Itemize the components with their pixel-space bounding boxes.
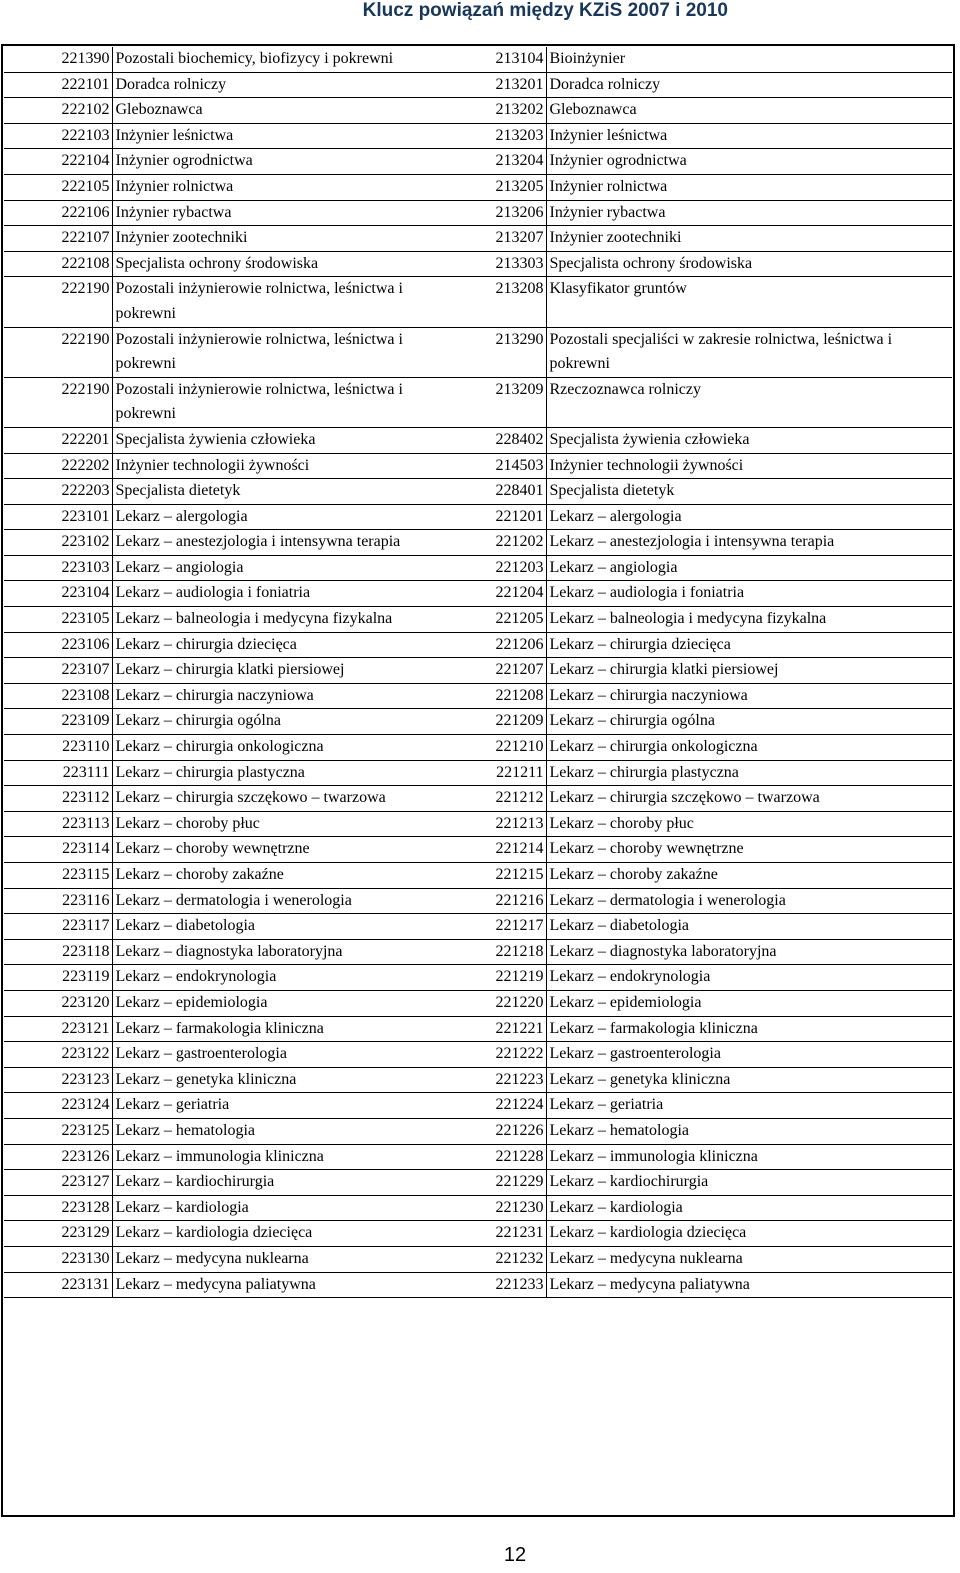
table-row <box>4 965 952 991</box>
new-name-cell: Inżynier rolnictwa <box>546 174 952 200</box>
new-name-cell: Lekarz – chirurgia klatki piersiowej <box>546 658 952 684</box>
old-name-cell: Lekarz – chirurgia szczękowo – twarzowa <box>112 786 438 812</box>
old-name-cell: Lekarz – chirurgia ogólna <box>112 709 438 735</box>
table-row <box>4 1042 952 1068</box>
new-code-cell: 213290 <box>438 327 546 377</box>
old-name-cell: Specjalista żywienia człowieka <box>112 427 438 453</box>
old-code-cell: 223127 <box>4 1170 112 1196</box>
old-code-cell: 223130 <box>4 1246 112 1272</box>
old-name-cell: Inżynier leśnictwa <box>112 123 438 149</box>
table-row <box>4 251 952 277</box>
old-code-cell: 223126 <box>4 1144 112 1170</box>
table-body <box>4 47 952 1298</box>
old-name-cell: Inżynier rybactwa <box>112 200 438 226</box>
new-name-cell: Lekarz – chirurgia onkologiczna <box>546 735 952 761</box>
old-code-cell: 223121 <box>4 1016 112 1042</box>
old-code-cell: 223106 <box>4 632 112 658</box>
new-code-cell: 213207 <box>438 226 546 252</box>
table-row <box>4 226 952 252</box>
new-name-cell: Lekarz – chirurgia naczyniowa <box>546 683 952 709</box>
new-name-cell: Rzeczoznawca rolniczy <box>546 377 952 427</box>
new-code-cell: 213104 <box>438 47 546 72</box>
old-code-cell: 223111 <box>4 760 112 786</box>
old-name-cell: Lekarz – diagnostyka laboratoryjna <box>112 939 438 965</box>
old-code-cell: 223116 <box>4 888 112 914</box>
new-name-cell: Lekarz – alergologia <box>546 504 952 530</box>
old-name-cell: Lekarz – chirurgia naczyniowa <box>112 683 438 709</box>
old-name-cell: Lekarz – endokrynologia <box>112 965 438 991</box>
new-name-cell: Lekarz – farmakologia kliniczna <box>546 1016 952 1042</box>
old-name-cell: Lekarz – choroby zakaźne <box>112 863 438 889</box>
table-row <box>4 555 952 581</box>
new-code-cell: 213303 <box>438 251 546 277</box>
old-name-cell: Lekarz – immunologia kliniczna <box>112 1144 438 1170</box>
old-name-cell: Specjalista ochrony środowiska <box>112 251 438 277</box>
new-code-cell: 213202 <box>438 98 546 124</box>
old-code-cell: 222190 <box>4 277 112 327</box>
new-name-cell: Lekarz – chirurgia plastyczna <box>546 760 952 786</box>
table-row <box>4 1118 952 1144</box>
table-row <box>4 174 952 200</box>
occupation-key-table <box>4 47 952 1298</box>
old-name-cell: Pozostali inżynierowie rolnictwa, leśnictwa i pokrewni <box>112 327 438 377</box>
old-code-cell: 223105 <box>4 607 112 633</box>
old-code-cell: 223112 <box>4 786 112 812</box>
new-code-cell: 221233 <box>438 1272 546 1298</box>
new-code-cell: 221209 <box>438 709 546 735</box>
new-code-cell: 213205 <box>438 174 546 200</box>
new-name-cell: Inżynier leśnictwa <box>546 123 952 149</box>
new-name-cell: Lekarz – balneologia i medycyna fizykalna <box>546 607 952 633</box>
old-code-cell: 223103 <box>4 555 112 581</box>
table-row <box>4 123 952 149</box>
table-row <box>4 479 952 505</box>
new-code-cell: 221222 <box>438 1042 546 1068</box>
new-code-cell: 221201 <box>438 504 546 530</box>
old-code-cell: 223108 <box>4 683 112 709</box>
table-row <box>4 990 952 1016</box>
new-code-cell: 228402 <box>438 427 546 453</box>
old-code-cell: 223117 <box>4 914 112 940</box>
table-row <box>4 1195 952 1221</box>
old-code-cell: 223123 <box>4 1067 112 1093</box>
new-name-cell: Inżynier technologii żywności <box>546 453 952 479</box>
old-code-cell: 223110 <box>4 735 112 761</box>
old-name-cell: Lekarz – anestezjologia i intensywna terapia <box>112 530 438 556</box>
new-code-cell: 221204 <box>438 581 546 607</box>
table-row <box>4 504 952 530</box>
new-name-cell: Lekarz – diabetologia <box>546 914 952 940</box>
new-name-cell: Lekarz – anestezjologia i intensywna terapia <box>546 530 952 556</box>
old-name-cell: Lekarz – chirurgia dziecięca <box>112 632 438 658</box>
new-name-cell: Lekarz – medycyna nuklearna <box>546 1246 952 1272</box>
table-row <box>4 1170 952 1196</box>
old-code-cell: 223102 <box>4 530 112 556</box>
new-code-cell: 213206 <box>438 200 546 226</box>
new-code-cell: 213204 <box>438 149 546 175</box>
table-row <box>4 863 952 889</box>
new-name-cell: Lekarz – chirurgia szczękowo – twarzowa <box>546 786 952 812</box>
new-code-cell: 221210 <box>438 735 546 761</box>
table-row <box>4 581 952 607</box>
old-code-cell: 223122 <box>4 1042 112 1068</box>
table-row <box>4 327 952 377</box>
new-code-cell: 221211 <box>438 760 546 786</box>
old-code-cell: 222104 <box>4 149 112 175</box>
table-row <box>4 277 952 327</box>
new-name-cell: Lekarz – genetyka kliniczna <box>546 1067 952 1093</box>
new-name-cell: Lekarz – chirurgia ogólna <box>546 709 952 735</box>
table-row <box>4 914 952 940</box>
old-code-cell: 223107 <box>4 658 112 684</box>
table-row <box>4 72 952 98</box>
old-name-cell: Inżynier rolnictwa <box>112 174 438 200</box>
new-name-cell: Lekarz – gastroenterologia <box>546 1042 952 1068</box>
table-row <box>4 1246 952 1272</box>
old-code-cell: 223113 <box>4 811 112 837</box>
old-name-cell: Lekarz – audiologia i foniatria <box>112 581 438 607</box>
old-name-cell: Lekarz – chirurgia onkologiczna <box>112 735 438 761</box>
new-name-cell: Inżynier rybactwa <box>546 200 952 226</box>
old-name-cell: Lekarz – gastroenterologia <box>112 1042 438 1068</box>
new-code-cell: 221226 <box>438 1118 546 1144</box>
old-name-cell: Lekarz – kardiologia dziecięca <box>112 1221 438 1247</box>
new-name-cell: Lekarz – endokrynologia <box>546 965 952 991</box>
new-code-cell: 221229 <box>438 1170 546 1196</box>
old-code-cell: 223114 <box>4 837 112 863</box>
old-code-cell: 222102 <box>4 98 112 124</box>
old-code-cell: 221390 <box>4 47 112 72</box>
new-code-cell: 221228 <box>438 1144 546 1170</box>
new-code-cell: 221208 <box>438 683 546 709</box>
new-name-cell: Lekarz – kardiochirurgia <box>546 1170 952 1196</box>
old-code-cell: 223129 <box>4 1221 112 1247</box>
page-number: 12 <box>503 1544 527 1566</box>
table-row <box>4 1016 952 1042</box>
table-row <box>4 98 952 124</box>
new-code-cell: 221202 <box>438 530 546 556</box>
new-code-cell: 221212 <box>438 786 546 812</box>
old-name-cell: Lekarz – chirurgia klatki piersiowej <box>112 658 438 684</box>
old-name-cell: Lekarz – medycyna nuklearna <box>112 1246 438 1272</box>
new-name-cell: Specjalista dietetyk <box>546 479 952 505</box>
table-row <box>4 149 952 175</box>
old-code-cell: 223128 <box>4 1195 112 1221</box>
old-name-cell: Pozostali biochemicy, biofizycy i pokrewni <box>112 47 438 72</box>
old-code-cell: 222105 <box>4 174 112 200</box>
new-name-cell: Specjalista żywienia człowieka <box>546 427 952 453</box>
old-name-cell: Lekarz – choroby wewnętrzne <box>112 837 438 863</box>
old-name-cell: Doradca rolniczy <box>112 72 438 98</box>
old-code-cell: 223120 <box>4 990 112 1016</box>
old-name-cell: Lekarz – kardiologia <box>112 1195 438 1221</box>
table-row <box>4 683 952 709</box>
old-name-cell: Specjalista dietetyk <box>112 479 438 505</box>
new-code-cell: 221231 <box>438 1221 546 1247</box>
table-row <box>4 1272 952 1298</box>
table-row <box>4 837 952 863</box>
new-code-cell: 221223 <box>438 1067 546 1093</box>
new-code-cell: 221214 <box>438 837 546 863</box>
old-code-cell: 222107 <box>4 226 112 252</box>
table-row <box>4 427 952 453</box>
new-name-cell: Lekarz – chirurgia dziecięca <box>546 632 952 658</box>
old-code-cell: 223109 <box>4 709 112 735</box>
table-row <box>4 377 952 427</box>
old-name-cell: Lekarz – genetyka kliniczna <box>112 1067 438 1093</box>
old-name-cell: Pozostali inżynierowie rolnictwa, leśnictwa i pokrewni <box>112 277 438 327</box>
new-name-cell: Lekarz – geriatria <box>546 1093 952 1119</box>
new-code-cell: 221215 <box>438 863 546 889</box>
old-code-cell: 223115 <box>4 863 112 889</box>
old-code-cell: 222106 <box>4 200 112 226</box>
new-name-cell: Lekarz – kardiologia dziecięca <box>546 1221 952 1247</box>
old-name-cell: Inżynier ogrodnictwa <box>112 149 438 175</box>
old-name-cell: Lekarz – angiologia <box>112 555 438 581</box>
new-name-cell: Lekarz – kardiologia <box>546 1195 952 1221</box>
new-name-cell: Lekarz – epidemiologia <box>546 990 952 1016</box>
new-code-cell: 221221 <box>438 1016 546 1042</box>
old-name-cell: Lekarz – farmakologia kliniczna <box>112 1016 438 1042</box>
new-code-cell: 213209 <box>438 377 546 427</box>
new-code-cell: 221224 <box>438 1093 546 1119</box>
new-code-cell: 221232 <box>438 1246 546 1272</box>
old-code-cell: 222202 <box>4 453 112 479</box>
old-name-cell: Pozostali inżynierowie rolnictwa, leśnictwa i pokrewni <box>112 377 438 427</box>
table-row <box>4 735 952 761</box>
old-code-cell: 223101 <box>4 504 112 530</box>
new-name-cell: Lekarz – angiologia <box>546 555 952 581</box>
old-name-cell: Inżynier technologii żywności <box>112 453 438 479</box>
old-code-cell: 223124 <box>4 1093 112 1119</box>
new-code-cell: 221217 <box>438 914 546 940</box>
old-name-cell: Lekarz – medycyna paliatywna <box>112 1272 438 1298</box>
new-code-cell: 213203 <box>438 123 546 149</box>
table-row <box>4 47 952 72</box>
new-name-cell: Lekarz – audiologia i foniatria <box>546 581 952 607</box>
new-name-cell: Doradca rolniczy <box>546 72 952 98</box>
old-code-cell: 222103 <box>4 123 112 149</box>
new-name-cell: Inżynier ogrodnictwa <box>546 149 952 175</box>
old-code-cell: 222201 <box>4 427 112 453</box>
old-code-cell: 223125 <box>4 1118 112 1144</box>
table-row <box>4 1221 952 1247</box>
table-row <box>4 658 952 684</box>
new-code-cell: 221203 <box>438 555 546 581</box>
new-code-cell: 213208 <box>438 277 546 327</box>
table-row <box>4 1067 952 1093</box>
old-code-cell: 223104 <box>4 581 112 607</box>
old-code-cell: 222108 <box>4 251 112 277</box>
new-code-cell: 221205 <box>438 607 546 633</box>
old-code-cell: 222101 <box>4 72 112 98</box>
new-code-cell: 213201 <box>438 72 546 98</box>
new-name-cell: Lekarz – dermatologia i wenerologia <box>546 888 952 914</box>
table-row <box>4 709 952 735</box>
new-code-cell: 221218 <box>438 939 546 965</box>
old-name-cell: Lekarz – chirurgia plastyczna <box>112 760 438 786</box>
old-name-cell: Gleboznawca <box>112 98 438 124</box>
new-code-cell: 221216 <box>438 888 546 914</box>
new-name-cell: Lekarz – hematologia <box>546 1118 952 1144</box>
table-row <box>4 760 952 786</box>
new-name-cell: Lekarz – medycyna paliatywna <box>546 1272 952 1298</box>
old-name-cell: Lekarz – balneologia i medycyna fizykalna <box>112 607 438 633</box>
old-name-cell: Lekarz – dermatologia i wenerologia <box>112 888 438 914</box>
new-name-cell: Inżynier zootechniki <box>546 226 952 252</box>
table-row <box>4 607 952 633</box>
table-row <box>4 888 952 914</box>
old-name-cell: Lekarz – hematologia <box>112 1118 438 1144</box>
old-code-cell: 223131 <box>4 1272 112 1298</box>
table-row <box>4 1144 952 1170</box>
new-name-cell: Lekarz – choroby wewnętrzne <box>546 837 952 863</box>
old-name-cell: Lekarz – choroby płuc <box>112 811 438 837</box>
old-name-cell: Inżynier zootechniki <box>112 226 438 252</box>
table-row <box>4 811 952 837</box>
old-code-cell: 223118 <box>4 939 112 965</box>
old-name-cell: Lekarz – alergologia <box>112 504 438 530</box>
new-name-cell: Klasyfikator gruntów <box>546 277 952 327</box>
old-name-cell: Lekarz – epidemiologia <box>112 990 438 1016</box>
old-code-cell: 222190 <box>4 327 112 377</box>
table-row <box>4 530 952 556</box>
table-row <box>4 939 952 965</box>
new-name-cell: Bioinżynier <box>546 47 952 72</box>
new-name-cell: Lekarz – immunologia kliniczna <box>546 1144 952 1170</box>
old-name-cell: Lekarz – diabetologia <box>112 914 438 940</box>
new-name-cell: Lekarz – choroby płuc <box>546 811 952 837</box>
old-code-cell: 223119 <box>4 965 112 991</box>
old-code-cell: 222190 <box>4 377 112 427</box>
new-name-cell: Lekarz – diagnostyka laboratoryjna <box>546 939 952 965</box>
new-code-cell: 214503 <box>438 453 546 479</box>
new-name-cell: Pozostali specjaliści w zakresie rolnictwa, leśnictwa i pokrewni <box>546 327 952 377</box>
table-row <box>4 786 952 812</box>
new-name-cell: Lekarz – choroby zakaźne <box>546 863 952 889</box>
table-row <box>4 632 952 658</box>
old-code-cell: 222203 <box>4 479 112 505</box>
new-code-cell: 221207 <box>438 658 546 684</box>
new-code-cell: 221213 <box>438 811 546 837</box>
new-code-cell: 228401 <box>438 479 546 505</box>
new-name-cell: Specjalista ochrony środowiska <box>546 251 952 277</box>
old-name-cell: Lekarz – geriatria <box>112 1093 438 1119</box>
new-code-cell: 221206 <box>438 632 546 658</box>
new-code-cell: 221220 <box>438 990 546 1016</box>
table-row <box>4 453 952 479</box>
new-code-cell: 221219 <box>438 965 546 991</box>
table-row <box>4 1093 952 1119</box>
new-name-cell: Gleboznawca <box>546 98 952 124</box>
new-code-cell: 221230 <box>438 1195 546 1221</box>
table-row <box>4 200 952 226</box>
old-name-cell: Lekarz – kardiochirurgia <box>112 1170 438 1196</box>
page-header-title: Klucz powiązań między KZiS 2007 i 2010 <box>362 0 728 21</box>
